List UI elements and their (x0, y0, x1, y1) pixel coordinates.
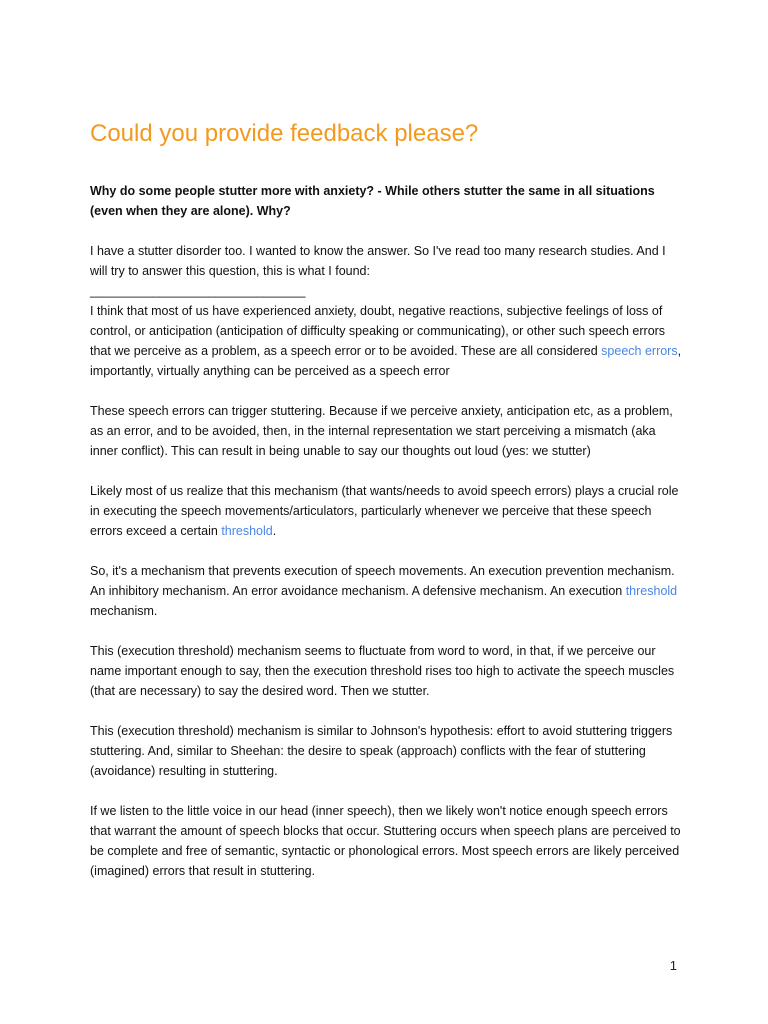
threshold-link-1[interactable]: threshold (221, 524, 273, 538)
document-body (90, 181, 682, 901)
page-number: 1 (669, 958, 677, 973)
intro-paragraph (90, 241, 682, 381)
threshold-link-2[interactable]: threshold (625, 584, 678, 598)
paragraph-2: These speech errors can trigger stuttering. Because if we perceive anxiety, anticipation etc, as a problem, as an error, and to be avoided, then, in the internal representation we start perceiving a mismatch (aka inner conflict). This can result in being unable to say our thoughts out loud (yes: we stutter) (90, 404, 673, 458)
paragraph-1-text-end: , importantly, virtually anything can be perceived as a speech error (90, 344, 682, 378)
paragraph-3 (90, 481, 682, 541)
paragraph-7: If we listen to the little voice in our head (inner speech), then we likely won't notice enough speech errors that warrant the amount of speech blocks that occur. Stuttering occurs when speech plans are perceived to be complete and free of semantic, syntactic or phonological errors. Most speech errors are likely perceived (imagined) errors that result in stuttering. (90, 804, 681, 878)
paragraph-6: This (execution threshold) mechanism is similar to Johnson's hypothesis: effort to avoid stuttering triggers stuttering. And, similar to Sheehan: the desire to speak (approach) conflicts with the fear of stuttering (avoidance) resulting in stuttering. (90, 724, 673, 778)
page-title: Could you provide feedback please? (90, 120, 479, 147)
divider-line: _______________________________ (90, 284, 306, 298)
paragraph-3-text-end: . (272, 524, 277, 538)
paragraph-1-text: I think that most of us have experienced anxiety, doubt, negative reactions, subjective feelings of loss of control, or anticipation (anticipation of difficulty speaking or communicating), or other such speech errors that we perceive as a problem, as a speech error or to be avoided. These are all considered (90, 304, 666, 358)
paragraph-4-text: So, it's a mechanism that prevents execution of speech movements. An execution prevention mechanism. An inhibitory mechanism. An error avoidance mechanism. A defensive mechanism. An execution (90, 564, 675, 598)
question-heading: Why do some people stutter more with anxiety? - While others stutter the same in all situations (even when they are alone). Why? (90, 184, 655, 218)
intro-text: I have a stutter disorder too. I wanted to know the answer. So I've read too many research studies. And I will try to answer this question, this is what I found: (90, 244, 666, 278)
paragraph-5: This (execution threshold) mechanism seems to fluctuate from word to word, in that, if we perceive our name important enough to say, then the execution threshold rises too high to activate the speech muscles (that are necessary) to say the desired word. Then we stutter. (90, 644, 675, 698)
paragraph-3-text: Likely most of us realize that this mechanism (that wants/needs to avoid speech errors) plays a crucial role in executing the speech movements/articulators, particularly whenever we perceive that these speech errors exceed a certain (90, 484, 679, 538)
paragraph-4 (90, 561, 682, 621)
paragraph-4-text-end: mechanism. (90, 604, 158, 618)
speech-errors-link[interactable]: speech errors (601, 344, 678, 358)
